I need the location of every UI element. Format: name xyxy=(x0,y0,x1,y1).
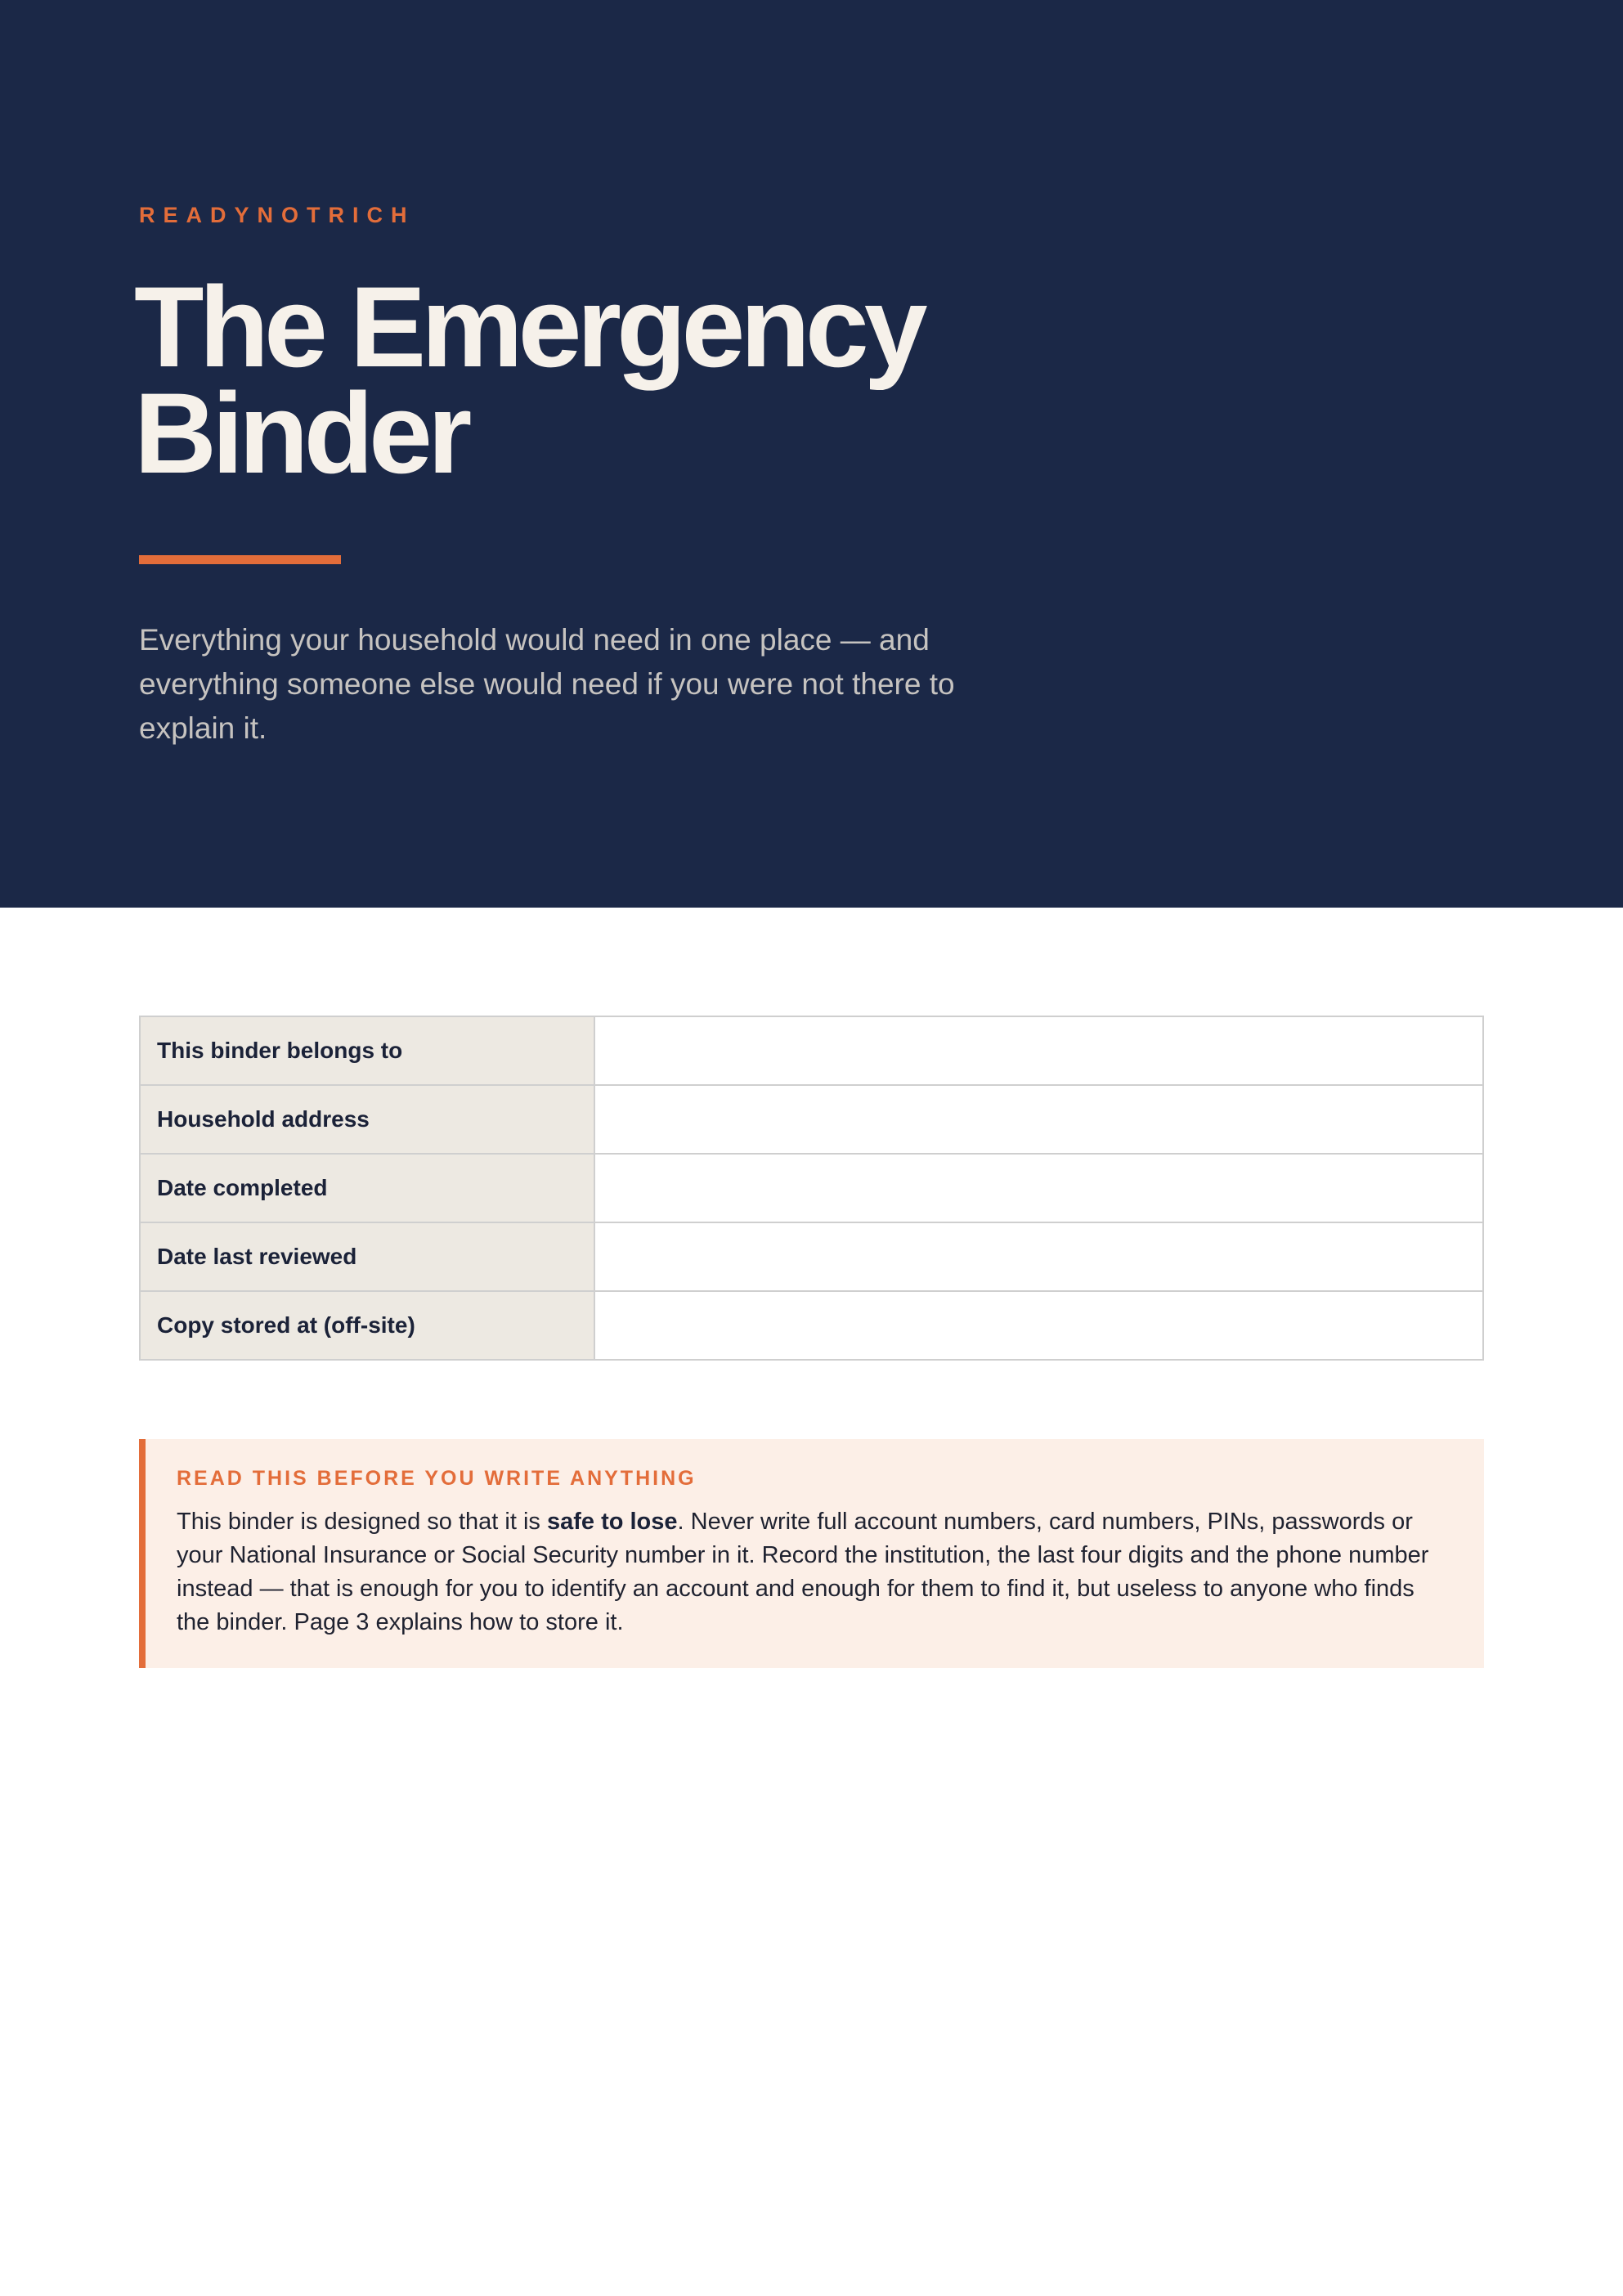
brand-name: READYNOTRICH xyxy=(139,203,415,227)
callout-body-start: This binder is designed so that it is xyxy=(177,1509,547,1535)
callout-heading: READ THIS BEFORE YOU WRITE ANYTHING xyxy=(177,1467,697,1490)
date-completed-field[interactable] xyxy=(594,1154,1483,1222)
callout-body-end: . Never write full account numbers, card numbers, PINs, passwords or your National Insurance or Social Security number in it. Record the institution, the last four digits and the phone number instead — that is enough for you to identify an account and enough for them to find it, but useless to anyone who finds the binder. Page 3 explains how to store it. xyxy=(177,1509,1429,1635)
table-row xyxy=(140,1154,1483,1222)
callout-emphasis: safe to lose xyxy=(546,1509,678,1535)
table-row xyxy=(140,1291,1483,1360)
callout-body xyxy=(177,1505,1448,1639)
page-title-line-1: The Emergency xyxy=(134,262,923,391)
address-field[interactable] xyxy=(594,1085,1483,1154)
accent-divider xyxy=(139,555,341,564)
table-row xyxy=(140,1016,1483,1085)
table-row xyxy=(140,1222,1483,1291)
page-title xyxy=(134,262,1197,497)
page-subtitle: Everything your household would need in one place — and everything someone else would need if you were not there to explain it. xyxy=(139,623,955,745)
row-label-address: Household address xyxy=(140,1085,594,1154)
row-label-date-reviewed: Date last reviewed xyxy=(140,1222,594,1291)
row-label-date-completed: Date completed xyxy=(140,1154,594,1222)
warning-callout xyxy=(139,1439,1484,1668)
row-label-copy-location: Copy stored at (off-site) xyxy=(140,1291,594,1360)
owner-field[interactable] xyxy=(594,1016,1483,1085)
date-reviewed-field[interactable] xyxy=(594,1222,1483,1291)
cover-header xyxy=(0,0,1623,908)
row-label-owner: This binder belongs to xyxy=(140,1016,594,1085)
page-title-line-2: Binder xyxy=(134,369,468,497)
table-row xyxy=(140,1085,1483,1154)
copy-location-field[interactable] xyxy=(594,1291,1483,1360)
binder-info-table xyxy=(139,1016,1484,1361)
